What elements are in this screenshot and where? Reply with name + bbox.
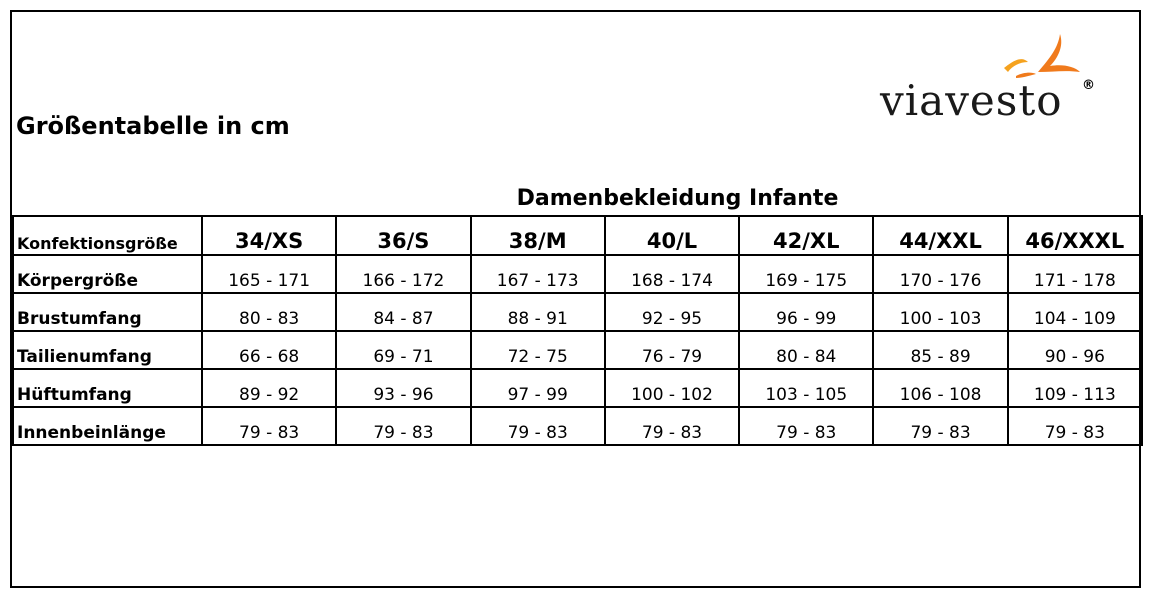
table-cell: 92 - 95 <box>605 293 739 331</box>
table-cell: 79 - 83 <box>605 407 739 445</box>
table-cell: 168 - 174 <box>605 255 739 293</box>
row-label: Brustumfang <box>13 293 202 331</box>
table-cell: 97 - 99 <box>471 369 605 407</box>
table-cell: 169 - 175 <box>739 255 873 293</box>
size-header: 42/XL <box>739 216 873 255</box>
table-cell: 100 - 103 <box>873 293 1007 331</box>
table-cell: 90 - 96 <box>1008 331 1142 369</box>
table-cell: 80 - 83 <box>202 293 336 331</box>
table-row <box>13 369 1142 407</box>
table-cell: 79 - 83 <box>1008 407 1142 445</box>
table-cell: 104 - 109 <box>1008 293 1142 331</box>
table-header-row <box>13 216 1142 255</box>
table-row <box>13 407 1142 445</box>
table-cell: 93 - 96 <box>336 369 470 407</box>
table-row <box>13 293 1142 331</box>
row-label: Tailienumfang <box>13 331 202 369</box>
table-cell: 69 - 71 <box>336 331 470 369</box>
table-row <box>13 255 1142 293</box>
table-cell: 109 - 113 <box>1008 369 1142 407</box>
table-subtitle: Damenbekleidung Infante <box>516 186 839 211</box>
table-cell: 80 - 84 <box>739 331 873 369</box>
header-label: Konfektionsgröße <box>13 216 202 255</box>
table-cell: 167 - 173 <box>471 255 605 293</box>
table-cell: 171 - 178 <box>1008 255 1142 293</box>
brand-logo <box>880 28 1120 138</box>
table-cell: 79 - 83 <box>202 407 336 445</box>
bird-logo-icon <box>998 32 1088 80</box>
table-cell: 88 - 91 <box>471 293 605 331</box>
table-cell: 170 - 176 <box>873 255 1007 293</box>
row-label: Innenbeinlänge <box>13 407 202 445</box>
table-cell: 85 - 89 <box>873 331 1007 369</box>
size-header: 34/XS <box>202 216 336 255</box>
size-header: 46/XXXL <box>1008 216 1142 255</box>
table-cell: 79 - 83 <box>471 407 605 445</box>
table-cell: 166 - 172 <box>336 255 470 293</box>
table-row <box>13 331 1142 369</box>
table-cell: 100 - 102 <box>605 369 739 407</box>
size-header: 38/M <box>471 216 605 255</box>
table-cell: 79 - 83 <box>873 407 1007 445</box>
registered-mark: ® <box>1082 78 1095 93</box>
table-cell: 66 - 68 <box>202 331 336 369</box>
table-cell: 79 - 83 <box>336 407 470 445</box>
row-label: Körpergröße <box>13 255 202 293</box>
size-header: 40/L <box>605 216 739 255</box>
table-cell: 72 - 75 <box>471 331 605 369</box>
table-cell: 76 - 79 <box>605 331 739 369</box>
table-cell: 84 - 87 <box>336 293 470 331</box>
size-header: 44/XXL <box>873 216 1007 255</box>
table-cell: 103 - 105 <box>739 369 873 407</box>
logo-wordmark: viavesto <box>880 76 1063 125</box>
size-table <box>12 215 1143 446</box>
table-cell: 96 - 99 <box>739 293 873 331</box>
table-cell: 165 - 171 <box>202 255 336 293</box>
row-label: Hüftumfang <box>13 369 202 407</box>
table-cell: 89 - 92 <box>202 369 336 407</box>
table-cell: 106 - 108 <box>873 369 1007 407</box>
size-header: 36/S <box>336 216 470 255</box>
table-cell: 79 - 83 <box>739 407 873 445</box>
page-title: Größentabelle in cm <box>16 112 290 140</box>
